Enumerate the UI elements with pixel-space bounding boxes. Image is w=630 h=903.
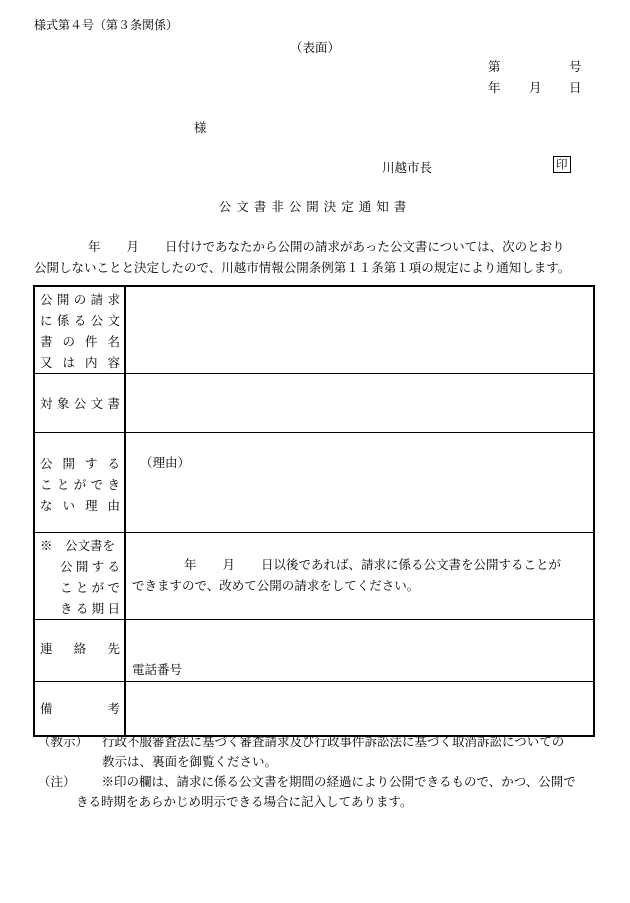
disclosure-text-1: 日以後であれば、請求に係る公文書を公開することが xyxy=(261,557,562,572)
body-line-1-rest: 日付けであなたから公開の請求があった公文書については、次のとおり xyxy=(165,239,565,254)
body-line-1 xyxy=(88,237,565,255)
body-month: 月 xyxy=(126,239,140,254)
form-number: 様式第４号（第３条関係） xyxy=(34,18,179,32)
label-disclosure-date xyxy=(34,533,125,620)
chu-line-1: ※印の欄は、請求に係る公文書を期間の経過により公開できるもので、かつ、公開で xyxy=(101,774,576,789)
value-target-document[interactable] xyxy=(125,374,594,433)
label-line: ※ 公文書を xyxy=(40,538,116,553)
label-line: 書 の 件 名 xyxy=(40,334,120,349)
row-request-subject xyxy=(34,286,594,374)
date-year: 年 xyxy=(488,80,501,95)
label-line: 連 絡 先 xyxy=(40,641,120,656)
disclosure-date-line-1 xyxy=(132,554,593,575)
date-day: 日 xyxy=(569,80,582,95)
label-line: 公 開 す る xyxy=(40,456,120,471)
label-request-subject xyxy=(34,286,125,374)
disclosure-year: 年 xyxy=(184,557,197,572)
label-line: 対 象 公 文 書 xyxy=(40,395,120,411)
label-line: な い 理 由 xyxy=(40,498,120,513)
note-chu xyxy=(38,772,576,812)
row-reason xyxy=(34,433,594,533)
reason-heading: （理由） xyxy=(140,455,191,470)
addressee-sama: 様 xyxy=(194,120,207,135)
label-line: 公 開 の 請 求 xyxy=(40,292,120,307)
body-year: 年 xyxy=(88,239,101,254)
number-gou: 号 xyxy=(569,59,582,74)
phone-label: 電話番号 xyxy=(132,662,183,677)
date-month: 月 xyxy=(529,80,542,95)
label-target-document xyxy=(34,374,125,433)
label-contact xyxy=(34,620,125,682)
side-label xyxy=(0,38,630,56)
disclosure-date-line-2: できますので、改めて公開の請求をしてください。 xyxy=(132,578,420,593)
side-label-text: （表面） xyxy=(289,40,340,55)
kyouji-line-1: 行政不服審査法に基づく審査請求及び行政事件訴訟法に基づく取消訴訟についての xyxy=(102,734,565,749)
label-line: き る 期 日 xyxy=(60,601,120,616)
issuer-name: 川越市長 xyxy=(382,160,433,175)
value-request-subject[interactable] xyxy=(125,286,594,374)
label-reason xyxy=(34,433,125,533)
row-target-document xyxy=(34,374,594,433)
document-title: 公文書非公開決定通知書 xyxy=(218,199,412,214)
row-contact xyxy=(34,620,594,682)
body-line-2: 公開しないことと決定したので、川越市情報公開条例第１１条第１項の規定により通知します。 xyxy=(34,260,571,275)
label-line: こ と が で xyxy=(60,580,120,595)
label-line: に 係 る 公 文 xyxy=(40,313,120,328)
value-disclosure-date[interactable] xyxy=(125,533,594,620)
note-kyouji xyxy=(38,732,564,772)
number-dai: 第 xyxy=(488,59,501,74)
chu-line-2: きる時期をあらかじめ明示できる場合に記入してあります。 xyxy=(76,794,413,809)
label-line: こ と が で き xyxy=(40,477,120,492)
kyouji-label: （教示） xyxy=(38,734,89,749)
value-reason[interactable] xyxy=(125,433,594,533)
chu-label: （注） xyxy=(38,774,76,789)
row-disclosure-date xyxy=(34,533,594,620)
value-remarks[interactable] xyxy=(125,682,594,736)
value-contact[interactable] xyxy=(125,620,594,682)
label-line: 公 開 す る xyxy=(60,559,120,574)
label-remarks xyxy=(34,682,125,736)
label-line: 備 考 xyxy=(40,701,120,716)
row-remarks xyxy=(34,682,594,736)
label-line: 又 は 内 容 xyxy=(40,355,120,370)
seal-mark: 印 xyxy=(553,156,571,173)
notice-table xyxy=(33,285,595,737)
disclosure-month: 月 xyxy=(222,557,236,572)
kyouji-line-2: 教示は、裏面を御覧ください。 xyxy=(102,754,278,769)
